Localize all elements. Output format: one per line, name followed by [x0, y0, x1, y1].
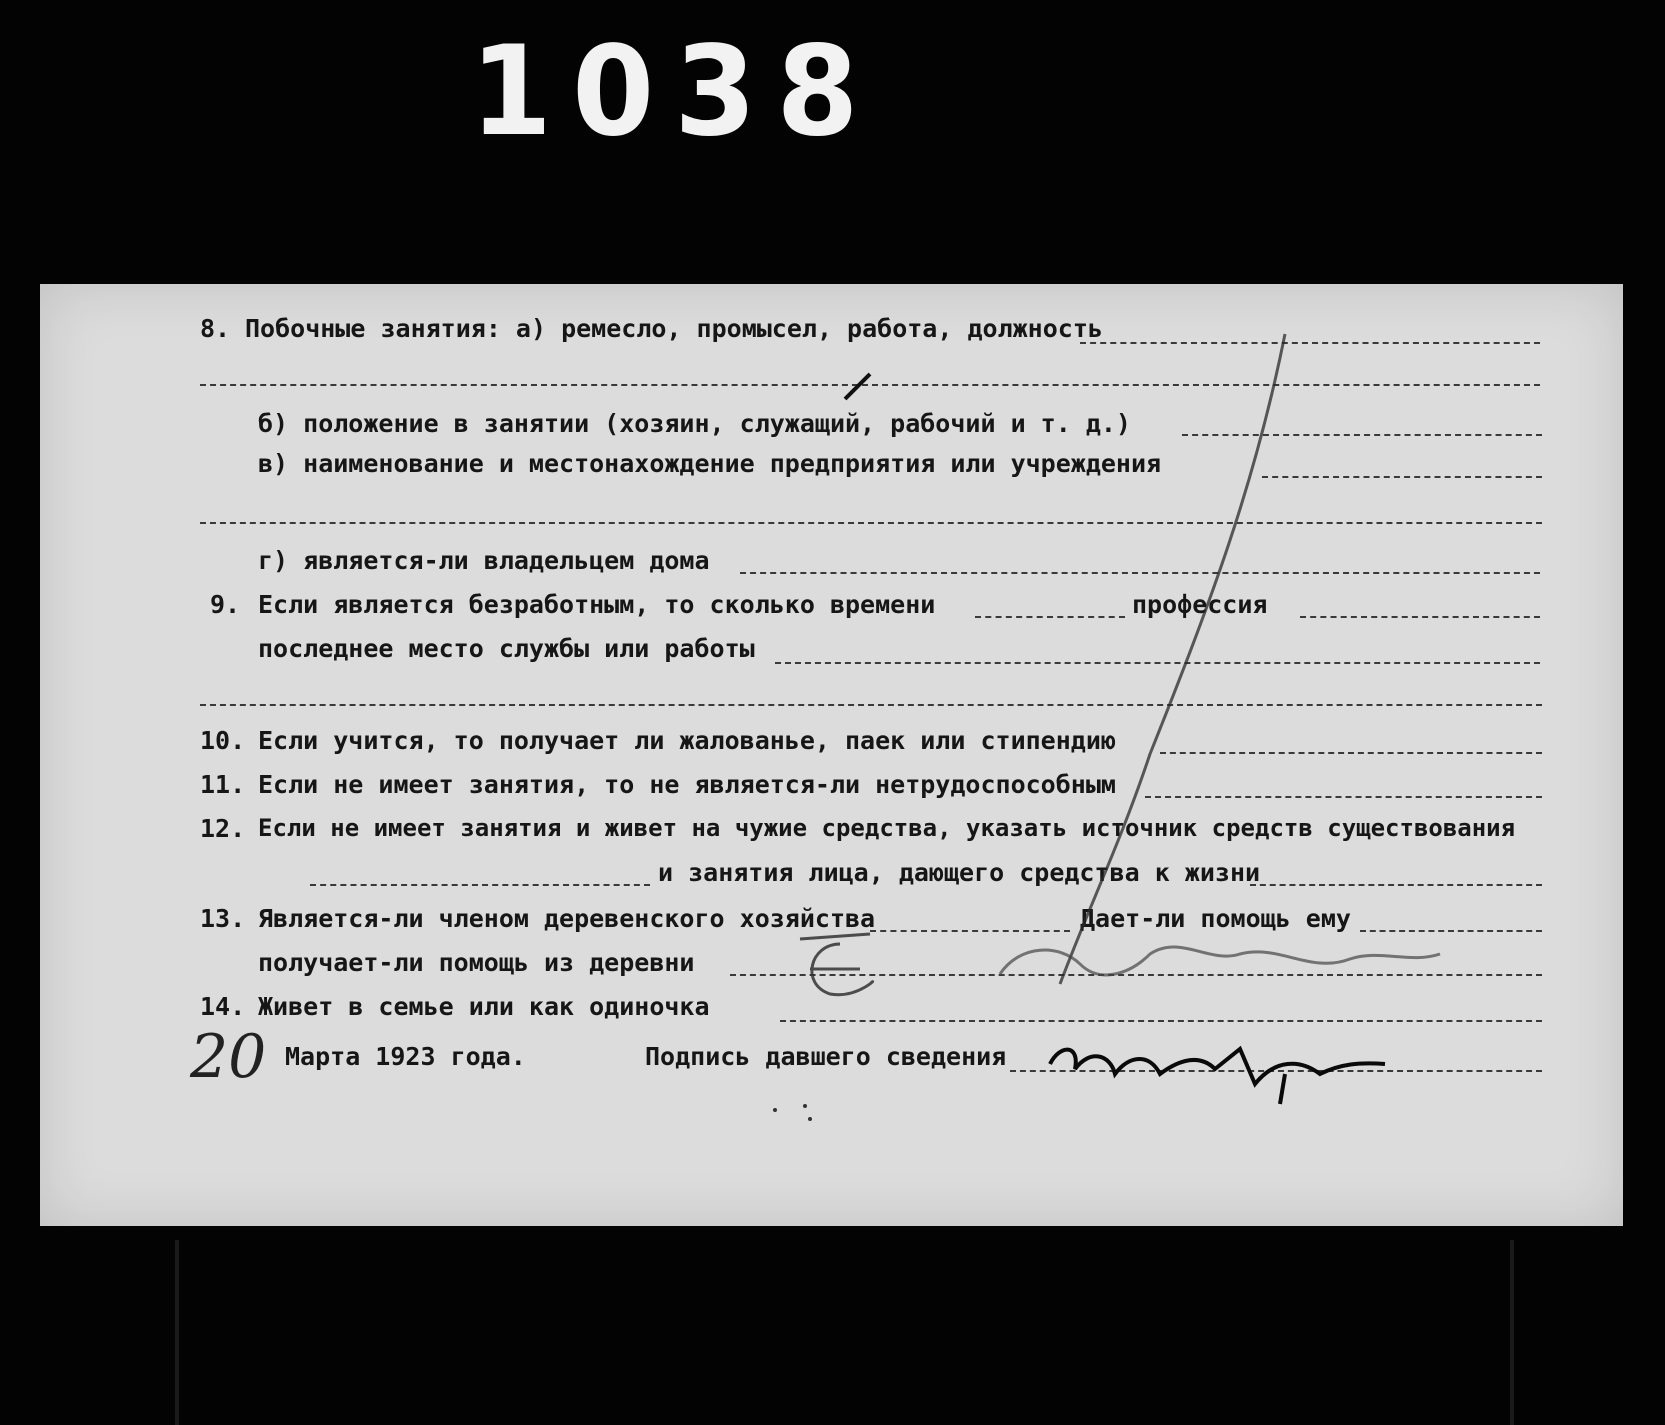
q8-line-b: б) положение в занятии (хозяин, служащий, рабочий и т. д.) [258, 409, 1131, 438]
q13-number: 13. [200, 904, 246, 933]
q8-line-g: г) является-ли владельцем дома [258, 546, 710, 575]
tick-mark [845, 374, 870, 399]
q9-number: 9. [210, 590, 241, 619]
q12-number: 12. [200, 814, 246, 843]
q10-text: Если учится, то получает ли жалованье, паек или стипендию [258, 726, 1116, 755]
q13-help-given-label: Дает-ли помощь ему [1080, 904, 1351, 933]
q9-line-1: Если является безработным, то сколько времени [258, 590, 936, 619]
signature-label: Подпись давшего сведения [645, 1042, 1007, 1071]
q13-line-2: получает-ли помощь из деревни [258, 948, 695, 977]
date-day-handwritten: 20 [190, 1022, 267, 1092]
q8-line-a: Побочные занятия: а) ремесло, промысел, работа, должность [245, 314, 1103, 343]
q8-line-v: в) наименование и местонахождение предприятия или учреждения [258, 449, 1162, 478]
q13-line-1: Является-ли членом деревенского хозяйства [258, 904, 876, 933]
q14-number: 14. [200, 992, 246, 1021]
handwriting-overlay [40, 284, 1623, 1226]
q9-profession-label: профессия [1132, 590, 1268, 619]
q12-line-1: Если не имеет занятия и живет на чужие средства, указать источник средств существования [258, 814, 1516, 842]
q14-text: Живет в семье или как одиночка [258, 992, 710, 1021]
q12-line-2: и занятия лица, дающего средства к жизни [658, 858, 1261, 887]
q11-text: Если не имеет занятия, то не является-ли нетрудоспособным [258, 770, 1116, 799]
q9-line-2: последнее место службы или работы [258, 634, 755, 663]
pencil-strike-stroke [1060, 334, 1285, 984]
q14-handwritten-answer [800, 934, 873, 995]
date-text: Марта 1923 года. [285, 1042, 526, 1071]
film-edge [175, 1240, 1515, 1425]
q10-number: 10. [200, 726, 246, 755]
signature-handwritten [1050, 1049, 1385, 1084]
q8-number: 8. [200, 314, 231, 343]
q11-number: 11. [200, 770, 246, 799]
census-form-card [40, 284, 1623, 1226]
frame-number: 1038 [470, 18, 879, 164]
